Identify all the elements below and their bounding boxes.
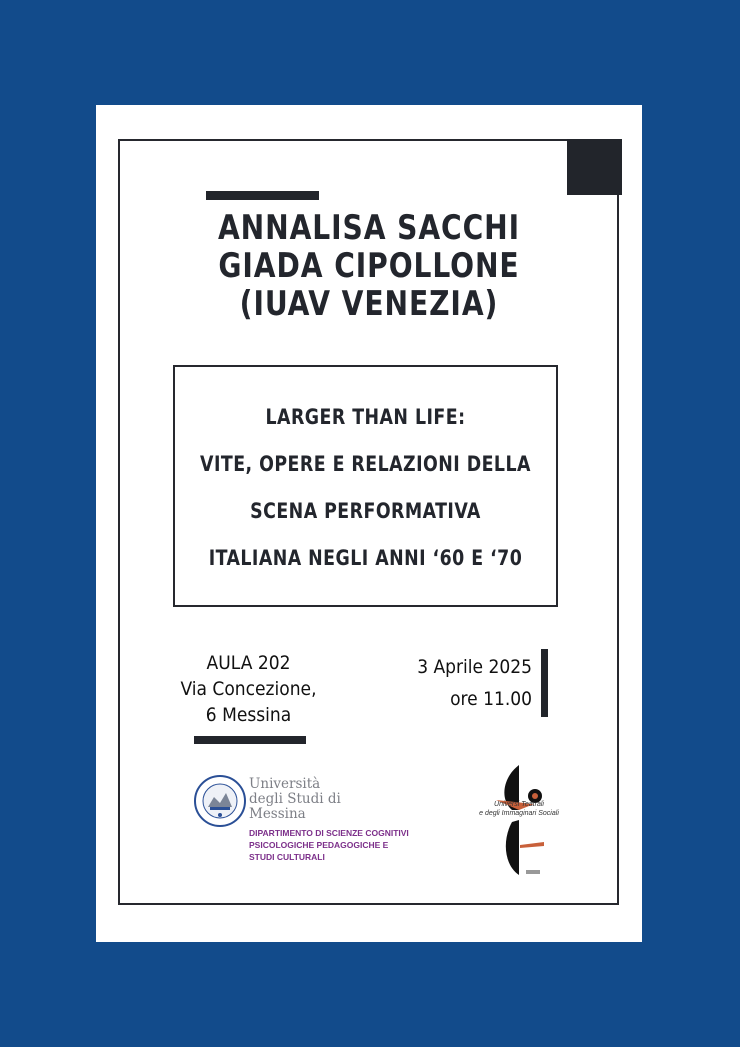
department-name [249,827,409,863]
speakers-block [96,209,642,323]
event-time: ore 11.00 [450,688,532,710]
research-group-line: Universi Teatrali [494,801,544,808]
venue-block [156,650,341,728]
talk-title-line: ITALIANA NEGLI ANNI ‘60 E ‘70 [208,546,523,570]
title-accent-bar [206,191,319,200]
university-logo [194,775,409,865]
university-name-line: Messina [249,806,306,822]
research-group-logo [464,760,574,880]
poster-sheet [96,105,642,942]
venue-room: AULA 202 [206,652,291,674]
speaker-name: ANNALISA SACCHI [217,208,521,248]
venue-city: 6 Messina [205,704,292,726]
corner-square-decoration [567,139,622,195]
department-line: STUDI CULTURALI [249,852,325,862]
speaker-name: GIADA CIPOLLONE [218,246,520,286]
event-date: 3 Aprile 2025 [417,656,532,678]
research-group-name [464,800,574,818]
schedule-block [376,651,532,715]
department-line: PSICOLOGICHE PEDAGOGICHE E [249,840,389,850]
talk-title-box [173,365,558,607]
university-name [249,777,399,822]
talk-title-line: SCENA PERFORMATIVA [250,499,481,523]
university-seal-icon [194,775,246,827]
university-name-line: Università [249,776,321,792]
schedule-accent-bar [541,649,548,717]
venue-street: Via Concezione, [180,678,317,700]
research-group-emblem-icon [464,760,574,880]
department-line: DIPARTIMENTO DI SCIENZE COGNITIVI [249,828,409,838]
speaker-affiliation: (IUAV VENEZIA) [239,284,499,324]
research-group-line: e degli Immaginari Sociali [479,810,559,817]
talk-title-line: VITE, OPERE E RELAZIONI DELLA [200,452,531,476]
venue-accent-bar [194,736,306,744]
university-name-line: degli Studi di [249,791,341,807]
talk-title-line: LARGER THAN LIFE: [265,405,466,429]
